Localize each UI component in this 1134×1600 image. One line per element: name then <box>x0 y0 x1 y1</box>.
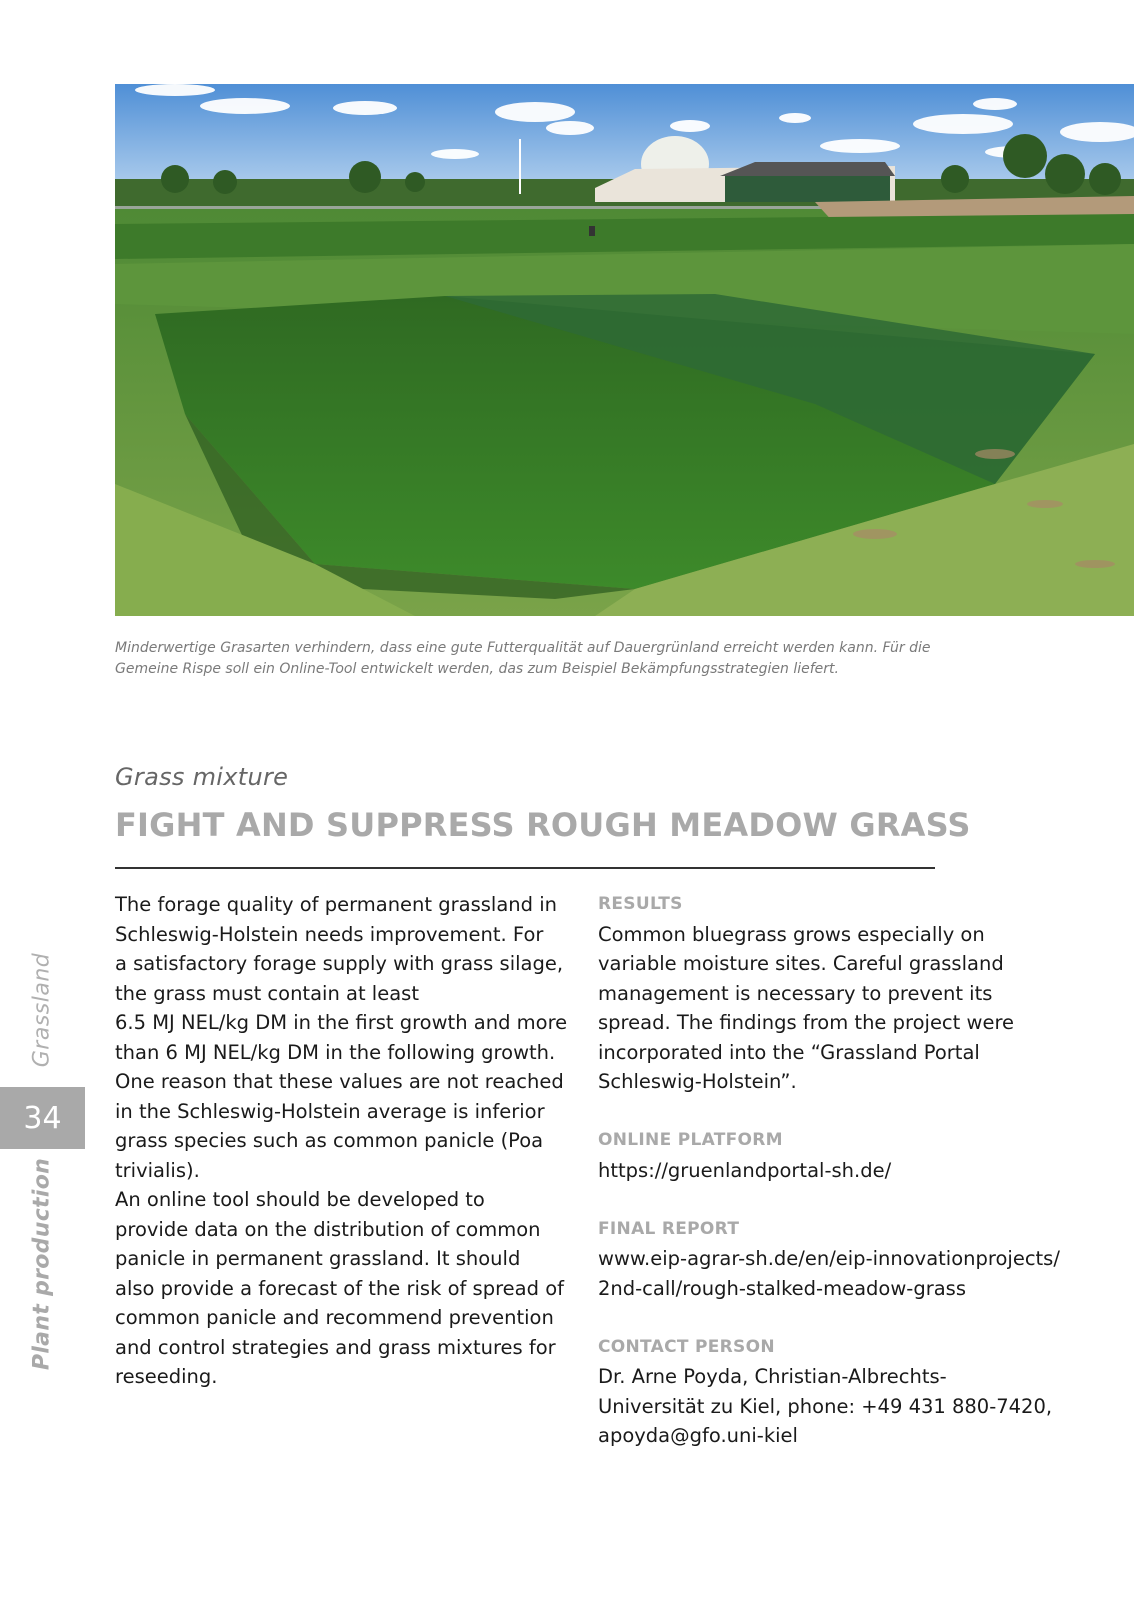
body-line: panicle in permanent grassland. It should <box>115 1247 521 1270</box>
project-info <box>598 890 1098 1480</box>
body-line: than 6 MJ NEL/kg DM in the following growth. <box>115 1040 556 1064</box>
body-line: Schleswig-Holstein needs improvement. For <box>115 922 544 946</box>
article-kicker: Grass mixture <box>115 763 289 791</box>
article-headline: FIGHT AND SUPPRESS ROUGH MEADOW GRASS <box>115 806 971 844</box>
body-line: reseeding. <box>115 1365 218 1388</box>
chapter-label: Grassland <box>29 952 55 1068</box>
results-label: RESULTS <box>598 894 683 914</box>
body-line: trivialis). <box>115 1158 200 1182</box>
body-line: 6.5 MJ NEL/kg DM in the first growth and more <box>115 1011 568 1034</box>
results-line: Common bluegrass grows especially on <box>598 922 985 946</box>
section-label: Plant production <box>29 1157 55 1371</box>
contact-person-section <box>598 1333 1098 1451</box>
contact-person-label: CONTACT PERSON <box>598 1336 775 1357</box>
caption-line: Minderwertige Grasarten verhindern, dass eine gute Futterqualität auf Dauergrünland erreicht werden kann. Für die <box>115 640 931 656</box>
hero-photo <box>115 84 1134 616</box>
body-line: One reason that these values are not reached <box>115 1070 564 1093</box>
body-line: An online tool should be developed to <box>115 1188 485 1211</box>
contact-line: Universität zu Kiel, phone: +49 431 880-7420, <box>598 1394 1053 1418</box>
caption-line: Gemeine Rispe soll ein Online-Tool entwickelt werden, das zum Beispiel Bekämpfungsstrategien liefert. <box>115 661 839 677</box>
results-line: Schleswig-Holstein”. <box>598 1070 797 1093</box>
final-report-link[interactable]: www.eip-agrar-sh.de/en/eip-innovationprojects/ <box>598 1247 1060 1270</box>
results-line: management is necessary to prevent its <box>598 981 993 1005</box>
online-platform-label: ONLINE PLATFORM <box>598 1130 783 1150</box>
headline-divider <box>115 867 935 869</box>
contact-line: Dr. Arne Poyda, Christian-Albrechts- <box>598 1365 947 1388</box>
online-platform-link[interactable]: https://gruenlandportal-sh.de/ <box>598 1158 892 1182</box>
body-line: common panicle and recommend prevention <box>115 1306 554 1329</box>
results-line: variable moisture sites. Careful grassland <box>598 952 1004 975</box>
final-report-label: FINAL REPORT <box>598 1218 740 1239</box>
photo-caption <box>115 638 1015 680</box>
grassland-photo <box>115 84 1134 616</box>
body-line: provide data on the distribution of common <box>115 1217 541 1241</box>
body-line: and control strategies and grass mixtures for <box>115 1335 556 1359</box>
contact-email[interactable]: apoyda@gfo.uni-kiel <box>598 1424 798 1447</box>
body-line: also provide a forecast of the risk of spread of <box>115 1276 565 1300</box>
body-line: a satisfactory forage supply with grass silage, <box>115 952 564 975</box>
final-report-section <box>598 1215 1098 1304</box>
body-line: grass species such as common panicle (Poa <box>115 1129 544 1152</box>
body-line: in the Schleswig-Holstein average is inferior <box>115 1099 545 1123</box>
results-section <box>598 890 1098 1097</box>
final-report-link[interactable]: 2nd-call/rough-stalked-meadow-grass <box>598 1276 966 1300</box>
page-number: 34 <box>23 1100 62 1136</box>
article-body <box>115 890 585 1392</box>
results-line: incorporated into the “Grassland Portal <box>598 1040 980 1064</box>
body-line: the grass must contain at least <box>115 981 419 1005</box>
body-line: The forage quality of permanent grassland in <box>115 893 557 916</box>
page-number-box <box>0 1087 85 1149</box>
online-platform-section <box>598 1126 1098 1185</box>
results-line: spread. The findings from the project were <box>598 1011 1015 1034</box>
